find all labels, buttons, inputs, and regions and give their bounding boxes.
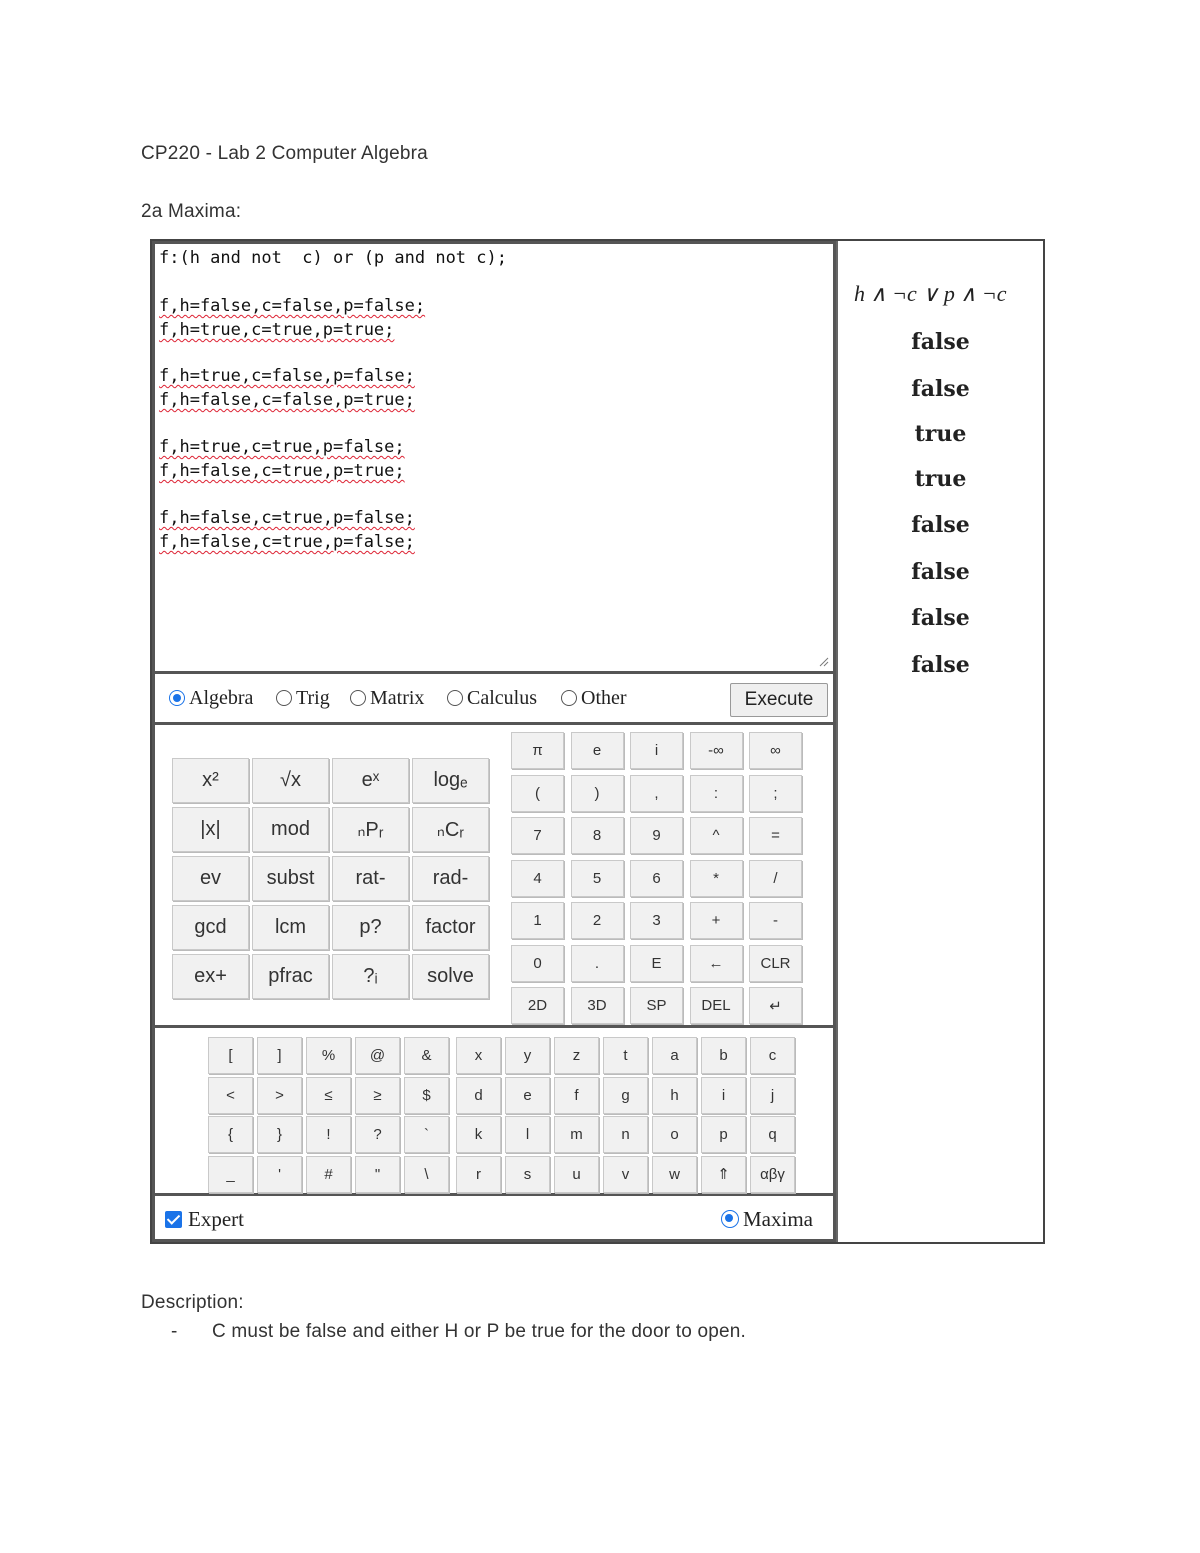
key-button[interactable]: [ (208, 1037, 253, 1074)
mode-radio-calculus[interactable]: Calculus (447, 687, 537, 710)
result-value: false (911, 559, 970, 585)
key-button[interactable]: " (355, 1156, 400, 1193)
key-button[interactable]: j (750, 1077, 795, 1114)
radio-icon (561, 690, 577, 706)
key-button[interactable]: g (603, 1077, 648, 1114)
key-button[interactable]: = (749, 817, 802, 854)
key-button[interactable]: 3 (630, 902, 683, 939)
key-button[interactable]: y (505, 1037, 550, 1074)
formula-output: h ∧ ¬c ∨ p ∧ ¬c (854, 281, 1007, 306)
key-button[interactable]: w (652, 1156, 697, 1193)
description-heading: Description: (141, 1292, 244, 1313)
key-button[interactable]: pfrac (252, 954, 329, 999)
mode-radio-trig[interactable]: Trig (276, 687, 330, 710)
key-button[interactable]: solve (412, 954, 489, 999)
key-button[interactable]: rad- (412, 856, 489, 901)
checkbox-checked-icon (165, 1211, 182, 1228)
key-button[interactable]: r (456, 1156, 501, 1193)
key-button[interactable]: ∞ (749, 732, 802, 769)
key-button[interactable]: 1 (511, 902, 564, 939)
code-line: f,h=true,c=true,p=false; (159, 437, 405, 457)
key-button[interactable]: 7 (511, 817, 564, 854)
key-button[interactable]: x² (172, 758, 249, 803)
key-button[interactable]: 8 (571, 817, 624, 854)
key-button[interactable]: v (603, 1156, 648, 1193)
key-button[interactable]: { (208, 1116, 253, 1153)
document-title: CP220 - Lab 2 Computer Algebra (141, 143, 428, 164)
key-button[interactable]: * (690, 860, 743, 897)
code-line: f,h=false,c=true,p=true; (159, 461, 405, 481)
key-button[interactable]: CLR (749, 945, 802, 982)
key-button[interactable]: ?ᵢ (332, 954, 409, 999)
key-button[interactable]: logₑ (412, 758, 489, 803)
result-value: false (911, 605, 970, 631)
key-button[interactable]: SP (630, 987, 683, 1024)
key-button[interactable]: ₙPᵣ (332, 807, 409, 852)
code-line: f:(h and not c) or (p and not c); (159, 248, 507, 268)
key-button[interactable]: |x| (172, 807, 249, 852)
key-button[interactable]: & (404, 1037, 449, 1074)
key-button[interactable]: π (511, 732, 564, 769)
key-button[interactable]: a (652, 1037, 697, 1074)
radio-icon (350, 690, 366, 706)
key-button[interactable]: 4 (511, 860, 564, 897)
key-button[interactable]: q (750, 1116, 795, 1153)
key-button[interactable]: ` (404, 1116, 449, 1153)
code-editor[interactable] (155, 244, 833, 674)
key-button[interactable]: % (306, 1037, 351, 1074)
key-button[interactable]: p? (332, 905, 409, 950)
key-button[interactable]: . (571, 945, 624, 982)
key-button[interactable]: / (749, 860, 802, 897)
key-button[interactable]: -∞ (690, 732, 743, 769)
key-button[interactable]: 2 (571, 902, 624, 939)
maxima-radio[interactable]: Maxima (721, 1207, 813, 1232)
key-button[interactable]: l (505, 1116, 550, 1153)
key-button[interactable]: i (701, 1077, 746, 1114)
key-button[interactable]: c (750, 1037, 795, 1074)
key-button[interactable]: o (652, 1116, 697, 1153)
key-button[interactable]: m (554, 1116, 599, 1153)
code-line: f,h=false,c=true,p=false; (159, 508, 415, 528)
key-button[interactable]: b (701, 1037, 746, 1074)
key-button[interactable]: ≤ (306, 1077, 351, 1114)
mode-selector-bar (155, 677, 833, 725)
results-panel (838, 241, 1043, 1242)
key-button[interactable]: x (456, 1037, 501, 1074)
key-button[interactable]: k (456, 1116, 501, 1153)
result-value: false (911, 512, 970, 538)
key-button[interactable]: $ (404, 1077, 449, 1114)
key-button[interactable]: ? (355, 1116, 400, 1153)
key-button[interactable]: 5 (571, 860, 624, 897)
key-button[interactable]: t (603, 1037, 648, 1074)
key-button[interactable]: h (652, 1077, 697, 1114)
key-button[interactable]: - (749, 902, 802, 939)
key-button[interactable]: ( (511, 775, 564, 812)
key-button[interactable]: lcm (252, 905, 329, 950)
key-button[interactable]: ) (571, 775, 624, 812)
key-button[interactable]: 3D (571, 987, 624, 1024)
expert-checkbox[interactable]: Expert (165, 1207, 244, 1232)
result-value: false (911, 652, 970, 678)
key-button[interactable]: αβγ (750, 1156, 795, 1193)
key-button[interactable]: 9 (630, 817, 683, 854)
key-button[interactable]: ≥ (355, 1077, 400, 1114)
key-button[interactable]: } (257, 1116, 302, 1153)
key-button[interactable]: ' (257, 1156, 302, 1193)
key-button[interactable]: ex+ (172, 954, 249, 999)
key-button[interactable]: ; (749, 775, 802, 812)
key-button[interactable]: _ (208, 1156, 253, 1193)
radio-icon (276, 690, 292, 706)
key-button[interactable]: gcd (172, 905, 249, 950)
key-button[interactable]: 0 (511, 945, 564, 982)
key-button[interactable]: ] (257, 1037, 302, 1074)
result-value: false (911, 329, 970, 355)
key-button[interactable]: u (554, 1156, 599, 1193)
key-button[interactable]: + (690, 902, 743, 939)
key-button[interactable]: E (630, 945, 683, 982)
key-button[interactable]: ^ (690, 817, 743, 854)
mode-radio-other[interactable]: Other (561, 687, 627, 710)
radio-selected-icon (721, 1210, 739, 1228)
key-button[interactable]: DEL (690, 987, 743, 1024)
key-button[interactable]: e (505, 1077, 550, 1114)
key-button[interactable]: subst (252, 856, 329, 901)
description-item: C must be false and either H or P be true for the door to open. (212, 1321, 746, 1342)
key-button[interactable]: : (690, 775, 743, 812)
code-line: f,h=false,c=false,p=true; (159, 390, 415, 410)
section-heading: 2a Maxima: (141, 201, 242, 222)
key-button[interactable]: n (603, 1116, 648, 1153)
key-button[interactable]: ₙCᵣ (412, 807, 489, 852)
code-line: f,h=false,c=false,p=false; (159, 296, 426, 316)
key-button[interactable]: , (630, 775, 683, 812)
key-button[interactable]: mod (252, 807, 329, 852)
function-keypad (155, 728, 833, 1028)
key-button[interactable]: \ (404, 1156, 449, 1193)
key-button[interactable]: < (208, 1077, 253, 1114)
key-button[interactable]: ⇑ (701, 1156, 746, 1193)
result-value: true (914, 421, 967, 447)
key-button[interactable]: rat- (332, 856, 409, 901)
mode-radio-algebra[interactable]: Algebra (169, 687, 253, 710)
footer-bar (155, 1199, 833, 1239)
key-button[interactable]: e (571, 732, 624, 769)
key-button[interactable]: p (701, 1116, 746, 1153)
mode-radio-matrix[interactable]: Matrix (350, 687, 424, 710)
key-button[interactable]: eˣ (332, 758, 409, 803)
key-button[interactable]: 6 (630, 860, 683, 897)
key-button[interactable]: d (456, 1077, 501, 1114)
key-button[interactable]: > (257, 1077, 302, 1114)
key-button[interactable]: ← (690, 945, 743, 982)
code-line: f,h=true,c=true,p=true; (159, 320, 395, 340)
key-button[interactable]: factor (412, 905, 489, 950)
key-button[interactable]: s (505, 1156, 550, 1193)
key-button[interactable]: ev (172, 856, 249, 901)
key-button[interactable]: z (554, 1037, 599, 1074)
key-button[interactable]: ! (306, 1116, 351, 1153)
resize-handle-icon[interactable] (819, 657, 829, 667)
result-value: false (911, 376, 970, 402)
key-button[interactable]: f (554, 1077, 599, 1114)
radio-icon (447, 690, 463, 706)
result-value: true (914, 466, 967, 492)
key-button[interactable]: √x (252, 758, 329, 803)
code-line: f,h=false,c=true,p=false; (159, 532, 415, 552)
key-button[interactable]: i (630, 732, 683, 769)
bullet-marker: - (171, 1321, 178, 1342)
key-button[interactable]: ↵ (749, 987, 802, 1024)
key-button[interactable]: @ (355, 1037, 400, 1074)
radio-selected-icon (169, 690, 185, 706)
code-line: f,h=true,c=false,p=false; (159, 366, 415, 386)
key-button[interactable]: # (306, 1156, 351, 1193)
key-button[interactable]: 2D (511, 987, 564, 1024)
execute-button[interactable]: Execute (730, 683, 828, 717)
symbol-letter-keypad (155, 1031, 833, 1196)
